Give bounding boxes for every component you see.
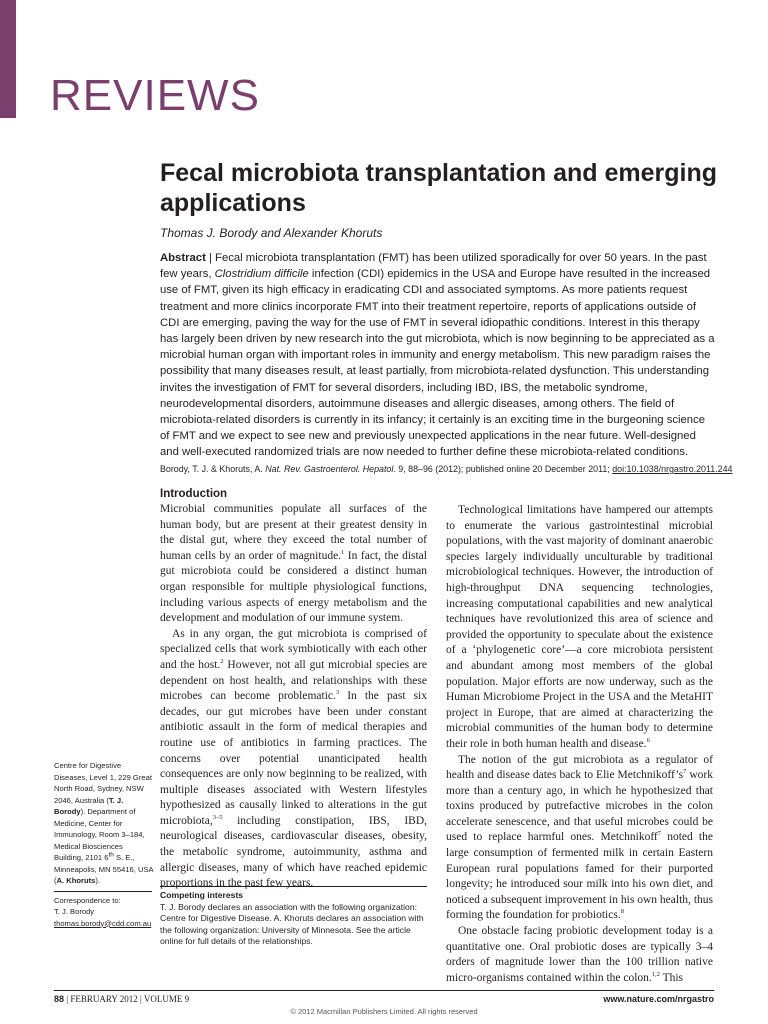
citation-text-2: 9, 88–96 (2012); published online 20 December 2011;: [395, 464, 613, 474]
correspondence-name: T. J. Borody: [54, 907, 95, 916]
paragraph-1: [160, 502, 427, 627]
abstract-text-1: Fecal microbiota transplantation (FMT) has been utilized sporadically for over 50 years. In the past few years,: [160, 252, 707, 281]
affiliations: [54, 760, 154, 929]
abstract-text-2: infection (CDI) epidemics in the USA and Europe have resulted in the increased use of FMT, given its high efficacy in eradicating CDI and associated symptoms. As more patients request treatment and more clinics incorporate FMT into their treatment repertoire, reports of applications outside of CDI are emerging, paving the way for the use of FMT in several idiopathic conditions. Interest in this therapy has largely been driven by new research into the gut microbiota, which is now beginning to be appreciated as a microbial human organ with important roles in immunity and energy metabolism. This new paradigm raises the possibility that many diseases result, at least partially, from microbiota-related dysfunction. This understanding invites the investigation of FMT for several disorders, including IBD, IBS, the metabolic syndrome, neurodevelopmental disorders, autoimmune diseases and allergic diseases, among others. The field of microbiota-related disorders is currently in its infancy; it certainly is an exciting time in the burgeoning science of FMT and we expect to see new and previously unexpected applications in the near future. Well-designed and well-executed randomized trials are now needed to further define these microbiota-related conditions.: [160, 268, 715, 459]
reference-marker: 6: [646, 737, 650, 745]
affiliation-name-2: A. Khoruts: [56, 876, 96, 885]
affiliation-divider: [54, 891, 152, 892]
reference-marker: 1: [341, 548, 345, 556]
affiliation-ordinal: th: [108, 851, 114, 859]
paragraph-2-text-d: including constipation, IBS, IBD, neurological diseases, cardiovascular diseases, obesity, the metabolic syndrome, autoimmunity, asthma and allergic diseases, many of which have reached epidemic proportions in the past few years.: [160, 814, 427, 890]
reference-marker: 7: [657, 830, 662, 838]
reference-marker: 8: [620, 908, 624, 916]
paragraph-2-text-c: In the past six decades, our gut microbes have been under constant antibiotic assault in the form of medical therapies and routine use of antibiotics in farming practices. The concerns over potential unanticipated health consequences are only now beginning to be realized, with multiple diseases associated with Western lifestyles hypothesized as causally linked to alterations in the gut microbiota,: [160, 690, 428, 827]
reference-marker: 3–5: [212, 814, 223, 822]
paragraph-5: [446, 924, 713, 986]
correspondence-label: Correspondence to:: [54, 895, 121, 905]
doi-link[interactable]: doi:10.1038/nrgastro.2011.244: [612, 464, 733, 474]
citation-journal: Nat. Rev. Gastroenterol. Hepatol.: [265, 464, 396, 474]
paragraph-5-text-a: One obstacle facing probiotic development today is a quantitative one. Oral probiotic doses are typically 3–4 orders of magnitude lower than the 100 trillion native micro-organisms contained within the colon.: [446, 925, 713, 984]
affiliation-text-1: Centre for Digestive Diseases, Level 1, 229 Great North Road, Sydney, NSW 2046, Australia (: [54, 761, 152, 805]
affiliation-text-2: ). Department of Medicine, Center for Immunology, Room 3–184, Medical Biosciences Building, 2101 6: [54, 807, 145, 862]
article-title: Fecal microbiota transplantation and emerging applications: [160, 159, 718, 217]
paragraph-1-text-a: Microbial communities populate all surfaces of the human body, but are present at their greatest density in the distal gut, where they exceed the total number of human cells by an order of magnitude.: [160, 503, 427, 562]
abstract-italic: Clostridium difficile: [214, 268, 309, 281]
body-column-left: [160, 486, 427, 892]
paragraph-4-text-a: The notion of the gut microbiota as a regulator of health and disease dates back to Elie Metchnikoff’s: [446, 753, 713, 782]
abstract-label: Abstract: [160, 252, 206, 264]
correspondence-email-link[interactable]: thomas.borody@cdd.com.au: [54, 918, 152, 928]
abstract-separator: |: [205, 252, 216, 264]
article-authors: Thomas J. Borody and Alexander Khoruts: [160, 226, 383, 240]
copyright-notice: © 2012 Macmillan Publishers Limited. All rights reserved: [290, 1007, 478, 1016]
paragraph-2-text-b: However, not all gut microbial species are dependent on host health, and relationships with these microbes can become problematic.: [160, 658, 428, 703]
competing-interests: [160, 886, 427, 948]
section-label: REVIEWS: [50, 71, 260, 120]
competing-interests-text: T. J. Borody declares an association with the following organization: Centre for Digestive Disease. A. Khoruts declares an association with the following organization: University of Minnesota. See the article online for full details of the relationships.: [160, 901, 424, 946]
accent-bar: [0, 0, 16, 118]
paragraph-1-text-b: In fact, the distal gut microbiota could be considered a distinct human organ responsible for multiple physiological functions, including various aspects of energy metabolism and the development and modulation of our immune system.: [160, 549, 427, 625]
citation: [160, 463, 733, 475]
paragraph-4-text-c: noted the large consumption of fermented milk in certain Eastern European rural populations famed for their purported longevity; he introduced sour milk into his own diet, and noticed a subsequent improvement in his own health, thus forming the foundation for probiotics.: [446, 831, 713, 922]
issue-date: FEBRUARY 2012: [70, 994, 138, 1004]
reference-marker: 7: [683, 768, 687, 776]
paragraph-2: [160, 627, 427, 892]
page-number: 88: [54, 994, 65, 1004]
footer-divider: [54, 990, 714, 991]
affiliation-text-4: ).: [95, 876, 100, 885]
paragraph-4: [446, 753, 713, 925]
introduction-heading: Introduction: [160, 488, 228, 500]
footer-separator: |: [137, 994, 144, 1004]
citation-text-1: Borody, T. J. & Khoruts, A.: [160, 464, 266, 474]
journal-url-link[interactable]: www.nature.com/nrgastro: [603, 994, 714, 1004]
paragraph-2-text-a: As in any organ, the gut microbiota is comprised of specialized cells that work symbiotically with each other and the host.: [160, 627, 427, 671]
footer-page-info: [54, 994, 189, 1004]
paragraph-3: [446, 503, 713, 753]
reference-marker: 1,2: [651, 970, 660, 978]
affiliation-name-1: T. J. Borody: [54, 795, 124, 816]
affiliation-text: [54, 760, 154, 887]
body-column-right: [446, 503, 713, 986]
abstract: [160, 250, 716, 461]
competing-interests-heading: Competing interests: [160, 890, 244, 900]
reference-marker: 2: [220, 658, 224, 666]
paragraph-3-text: Technological limitations have hampered our attempts to enumerate the various gastrointestinal microbial populations, with the vast majority of dominant anaerobic species largely individually unculturable by traditional microbiological techniques. However, the introduction of high-throughput DNA sequencing technologies, increasing computational capabilities and new analytical techniques have revolutionized this area of science and provided the opportunity to speculate about the existence of a ‘phylogenetic core’—a core microbiota persistent and abundant among most members of the global population. Major efforts are now underway, such as the Human Microbiome Project in the USA and the MetaHIT project in Europe, that are aimed at characterizing the microbial communities of the human body to determine their role in both human health and disease.: [446, 504, 713, 750]
issue-volume: VOLUME 9: [143, 994, 190, 1004]
paragraph-4-text-b: work more than a century ago, in which he hypothesized that toxins produced by putrefactive microbes in the colon accelerate senescence, and that useful microbes could be used to replace harmful ones. Metchnikoff: [446, 769, 714, 844]
affiliation-text-3: S. E., Minneapolis, MN 55416, USA (: [54, 853, 154, 885]
paragraph-5-text-b: This: [659, 971, 684, 984]
footer-separator: |: [64, 994, 71, 1004]
reference-marker: 3: [335, 689, 340, 697]
